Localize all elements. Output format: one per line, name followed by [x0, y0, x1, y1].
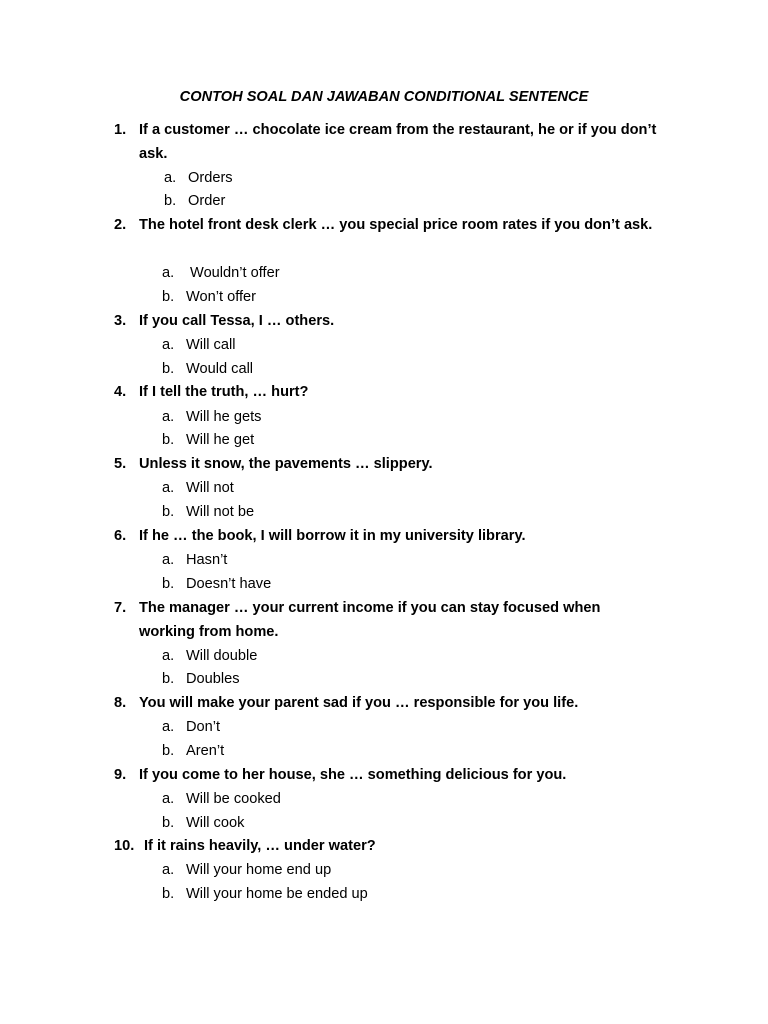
- question-3: [114, 309, 659, 333]
- question-number: 7.: [114, 600, 127, 616]
- option-b: [162, 285, 256, 309]
- option-letter: a.: [164, 170, 177, 186]
- option-letter: b.: [162, 504, 175, 520]
- option-letter: b.: [162, 432, 175, 448]
- option-a: [162, 858, 331, 882]
- option-letter: a.: [162, 265, 175, 281]
- option-text: Will he gets: [186, 409, 262, 425]
- question-text: The hotel front desk clerk … you special price room rates if you don’t ask.: [139, 217, 653, 233]
- option-text: Will call: [186, 337, 236, 353]
- question-text: If a customer … chocolate ice cream from the restaurant, he or if you don’t ask.: [139, 122, 657, 162]
- option-text: Hasn’t: [186, 552, 228, 568]
- option-a: [162, 644, 257, 668]
- option-letter: b.: [162, 361, 175, 377]
- question-number: 10.: [114, 838, 135, 854]
- question-text: If he … the book, I will borrow it in my university library.: [139, 528, 526, 544]
- question-number: 2.: [114, 217, 127, 233]
- question-number: 9.: [114, 767, 127, 783]
- option-text: Will double: [186, 648, 258, 664]
- option-text: Won’t offer: [186, 289, 257, 305]
- question-text-continuation: working from home.: [139, 624, 279, 640]
- option-a: [162, 715, 220, 739]
- option-letter: b.: [162, 289, 175, 305]
- question-6: [114, 524, 659, 548]
- question-9: [114, 763, 659, 787]
- option-letter: b.: [164, 193, 177, 209]
- question-1: [114, 118, 659, 166]
- question-10: [114, 834, 664, 858]
- option-a: [162, 548, 227, 572]
- option-text: Doubles: [186, 671, 240, 687]
- question-text: Unless it snow, the pavements … slippery.: [139, 456, 433, 472]
- question-8: [114, 691, 659, 715]
- option-b: [162, 667, 240, 691]
- option-text: Will not be: [186, 504, 255, 520]
- option-text: Would call: [186, 361, 254, 377]
- document-title: CONTOH SOAL DAN JAWABAN CONDITIONAL SENTENCE: [179, 89, 589, 105]
- question-text: If you come to her house, she … something delicious for you.: [139, 767, 567, 783]
- option-text: Will be cooked: [186, 791, 281, 807]
- option-b: [164, 189, 225, 213]
- option-a: [162, 787, 281, 811]
- question-number: 3.: [114, 313, 127, 329]
- option-a: [162, 333, 235, 357]
- question-text: You will make your parent sad if you … responsible for you life.: [139, 695, 579, 711]
- option-letter: a.: [162, 337, 175, 353]
- option-a: [164, 166, 233, 190]
- question-text: If you call Tessa, I … others.: [139, 313, 335, 329]
- option-letter: a.: [162, 480, 175, 496]
- question-text: If it rains heavily, … under water?: [144, 838, 376, 854]
- option-text: Will cook: [186, 815, 245, 831]
- option-b: [162, 882, 368, 906]
- question-text: If I tell the truth, … hurt?: [139, 384, 309, 400]
- option-b: [162, 739, 224, 763]
- option-letter: a.: [162, 862, 175, 878]
- option-letter: b.: [162, 671, 175, 687]
- option-b: [162, 811, 244, 835]
- option-text: Will not: [186, 480, 234, 496]
- option-a: [162, 261, 280, 285]
- question-7: [114, 596, 659, 644]
- option-letter: a.: [162, 719, 175, 735]
- option-letter: a.: [162, 552, 175, 568]
- question-number: 8.: [114, 695, 127, 711]
- option-text: Doesn’t have: [186, 576, 272, 592]
- question-number: 5.: [114, 456, 127, 472]
- option-text: Will your home be ended up: [186, 886, 368, 902]
- question-text: The manager … your current income if you can stay focused when: [139, 600, 601, 616]
- option-text: Aren’t: [186, 743, 225, 759]
- option-a: [162, 476, 234, 500]
- option-letter: b.: [162, 743, 175, 759]
- option-b: [162, 500, 254, 524]
- option-a: [162, 405, 261, 429]
- option-b: [162, 428, 254, 452]
- question-4: [114, 380, 659, 404]
- option-letter: a.: [162, 648, 175, 664]
- option-text: Orders: [188, 170, 233, 186]
- question-2: [114, 213, 659, 237]
- option-letter: b.: [162, 576, 175, 592]
- option-text: Will your home end up: [186, 862, 332, 878]
- question-number: 6.: [114, 528, 127, 544]
- option-b: [162, 572, 271, 596]
- option-letter: b.: [162, 815, 175, 831]
- question-5: [114, 452, 659, 476]
- option-letter: b.: [162, 886, 175, 902]
- question-number: 1.: [114, 122, 127, 138]
- option-text: Order: [188, 193, 226, 209]
- option-text: Don’t: [186, 719, 221, 735]
- option-b: [162, 357, 253, 381]
- option-letter: a.: [162, 409, 175, 425]
- option-letter: a.: [162, 791, 175, 807]
- question-number: 4.: [114, 384, 127, 400]
- option-text: Wouldn’t offer: [186, 265, 280, 281]
- option-text: Will he get: [186, 432, 255, 448]
